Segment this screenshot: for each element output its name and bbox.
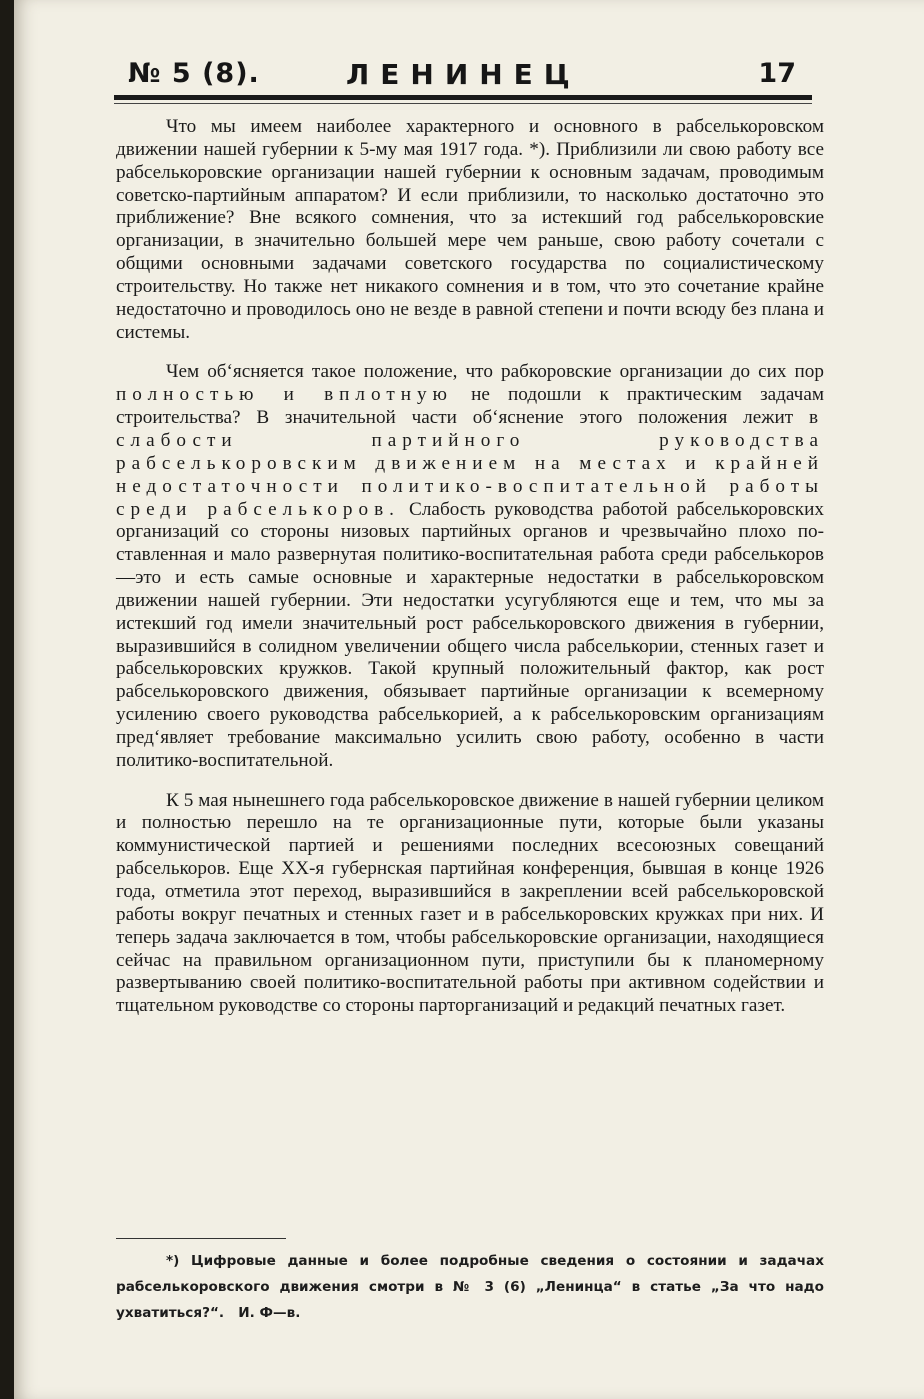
running-header [128, 52, 814, 92]
footnote-signature: И. Ф—в. [238, 1305, 301, 1321]
header-rule-thick [114, 95, 812, 100]
issue-number: № 5 (8). [128, 58, 260, 89]
footnote-text: *) Цифровые данные и более подробные сведения о состоянии и задачах рабселькоровского движения смотри в № 3 (6) „Ленинца“ в статье „За что надо ухватиться?“. [116, 1253, 824, 1321]
article-body [116, 116, 824, 1035]
spaced-emphasis-2: в слабости партийного руководства рабселькоровским движением на местах и крайней недостаточности политико-воспитательной работы среди рабселькоров. [116, 407, 824, 520]
paragraph-2-part-2: не подошли к практическим задачам строительства? В значительной части об‘яснение этого положения лежит [116, 384, 824, 429]
paragraph-2 [116, 361, 824, 772]
spaced-emphasis-1: полностью и вплотную [116, 384, 453, 406]
paragraph-2-part-3: Слабость руководства работой рабселькоровских организаций со стороны низовых партийных органов и чрезвычайно плохо поставленная и мало развернутая политико-воспитательная работа среди рабселькоров—это и есть самые основные и характерные недостатки в рабселькоровском движении нашей губернии. Эти недостатки усугубляются еще и тем, что мы за истекший год имели значительный рост рабселькоровского движения в губернии, выразившийся в солидном увеличении общего числа рабселькории, стенных газет и рабселькоровских кружков. Такой крупный положительный фактор, как рост рабселькоровского движения, обязывает партийные организации к всемерному усилению своего руководства рабселькорией, а к рабселькоровским организациям пред‘являет требование максимально усилить свою работу, особенно в части политико-воспитательной. [116, 498, 824, 771]
paragraph-2-part-1: Чем об‘ясняется такое положение, что рабкоровские организации до сих пор [166, 361, 824, 383]
header-rule-thin [114, 103, 812, 104]
paragraph-1: Что мы имеем наиболее характерного и основного в рабселькоровском движении нашей губернии к 5-му мая 1917 года. *). Приблизили ли свою работу все рабселькоровские организации нашей губернии к основным задачам, проводимым советско-партийным аппаратом? И если приблизили, то насколько достаточно это приближение? Вне всякого сомнения, что за истекший год рабселькоровские организации, в значительно большей мере чем раньше, свою работу сочетали с общими основными задачами советского государства по социалистическому строительству. Но также нет никакого сомнения и в том, что это сочетание крайне недостаточно и проводилось оно не везде в равной степени и почти всюду без плана и системы. [116, 116, 824, 343]
footnote [116, 1248, 824, 1326]
journal-title: ЛЕНИНЕЦ [346, 58, 581, 91]
page [14, 0, 924, 1399]
paragraph-3: К 5 мая нынешнего года рабселькоровское движение в нашей губернии целиком и полностью перешло на те организационные пути, которые были указаны коммунистической партией и решениями последних всесоюзных совещаний рабселькоров. Еще ХХ-я губернская партийная конференция, бывшая в конце 1926 года, отметила этот переход, выразившийся в закреплении всей рабселькоровской работы вокруг печатных и стенных газет и в рабселькоровских кружках при них. И теперь задача заключается в том, чтобы рабселькоровские организации, находящиеся сейчас на правильном организационном пути, приступили бы к планомерному развертыванию своей политико-воспитательной работы при активном содействии и тщательном руководстве со стороны парторганизаций и редакций печатных газет. [116, 789, 824, 1017]
page-number: 17 [758, 58, 796, 89]
footnote-rule [116, 1238, 286, 1239]
